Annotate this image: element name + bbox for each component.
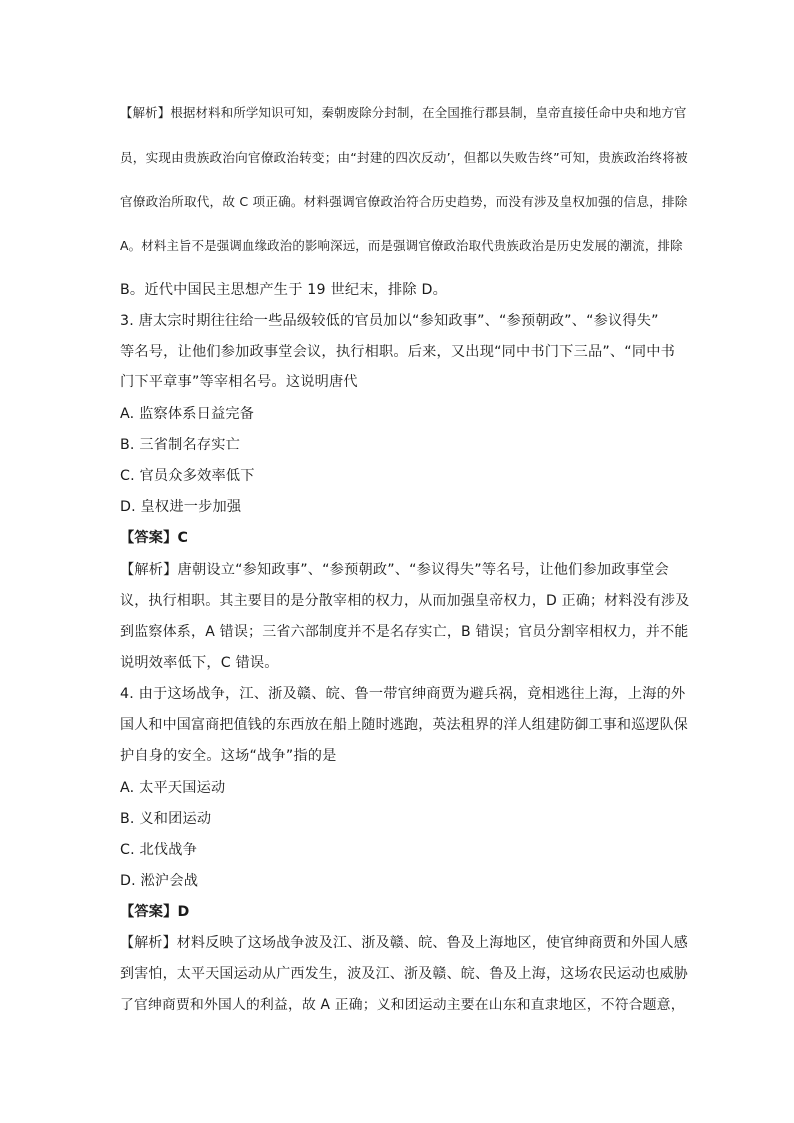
q4-stem-line: 国人和中国富商把值钱的东西放在船上随时逃跑，英法租界的洋人组建防御工事和巡逻队保 [120, 717, 688, 733]
q2-analysis-line: 【解析】根据材料和所学知识可知，秦朝废除分封制，在全国推行郡县制，皇帝直接任命中央和地方官 [120, 105, 687, 120]
q4-option-a: A. 太平天国运动 [120, 780, 226, 796]
q4-stem-line: 护自身的安全。这场“战争”指的是 [120, 748, 337, 764]
q4-analysis-line: 了官绅商贾和外国人的利益，故 A 正确；义和团运动主要在山东和直隶地区，不符合题意， [120, 997, 685, 1013]
q3-option-d: D. 皇权进一步加强 [120, 499, 242, 515]
q4-stem-line: 4. 由于这场战争，江、浙及赣、皖、鲁一带官绅商贾为避兵祸，竟相逃往上海，上海的外 [120, 686, 686, 702]
q3-analysis-line: 【解析】唐朝设立“参知政事”、“参预朝政”、“参议得失”等名号，让他们参加政事堂会 [120, 562, 669, 578]
q4-option-b: B. 义和团运动 [120, 811, 212, 827]
q4-option-d: D. 淞沪会战 [120, 873, 199, 889]
q2-analysis-line: A。材料主旨不是强调血缘政治的影响深远，而是强调官僚政治取代贵族政治是历史发展的潮流，排除 [120, 238, 683, 253]
q4-analysis-line: 到害怕，太平天国运动从广西发生，波及江、浙及赣、皖、鲁及上海，这场农民运动也威胁 [120, 966, 688, 982]
q3-analysis-line: 说明效率低下，C 错误。 [120, 655, 279, 671]
q4-option-c: C. 北伐战争 [120, 842, 198, 858]
q3-analysis-line: 议，执行相职。其主要目的是分散宰相的权力，从而加强皇帝权力，D 正确；材料没有涉及 [120, 593, 690, 609]
q3-stem-line: 等名号，让他们参加政事堂会议，执行相职。后来，又出现“同中书门下三品”、“同中书 [120, 344, 675, 360]
q4-analysis-line: 【解析】材料反映了这场战争波及江、浙及赣、皖、鲁及上海地区，使官绅商贾和外国人感 [120, 935, 688, 951]
q4-answer: 【答案】D [120, 904, 190, 920]
q2-analysis-line: 员，实现由贵族政治向官僚政治转变；由“封建的四次反动’，但都以失败告终”可知，贵族政治终将被 [120, 150, 688, 165]
q3-option-b: B. 三省制名存实亡 [120, 437, 241, 453]
q2-analysis-line: B。近代中国民主思想产生于 19 世纪末，排除 D。 [120, 282, 448, 298]
q3-stem-line: 门下平章事”等宰相名号。这说明唐代 [120, 374, 358, 390]
q3-stem-line: 3. 唐太宗时期往往给一些品级较低的官员加以“参知政事”、“参预朝政”、“参议得失” [120, 313, 659, 329]
q3-option-a: A. 监察体系日益完备 [120, 406, 255, 422]
q3-option-c: C. 官员众多效率低下 [120, 468, 255, 484]
q3-answer: 【答案】C [120, 530, 189, 546]
q3-analysis-line: 到监察体系，A 错误；三省六部制度并不是名存实亡，B 错误；官员分割宰相权力，并不能 [120, 624, 689, 640]
q2-analysis-line: 官僚政治所取代，故 C 项正确。材料强调官僚政治符合历史趋势，而没有涉及皇权加强的信息，排除 [120, 194, 688, 209]
